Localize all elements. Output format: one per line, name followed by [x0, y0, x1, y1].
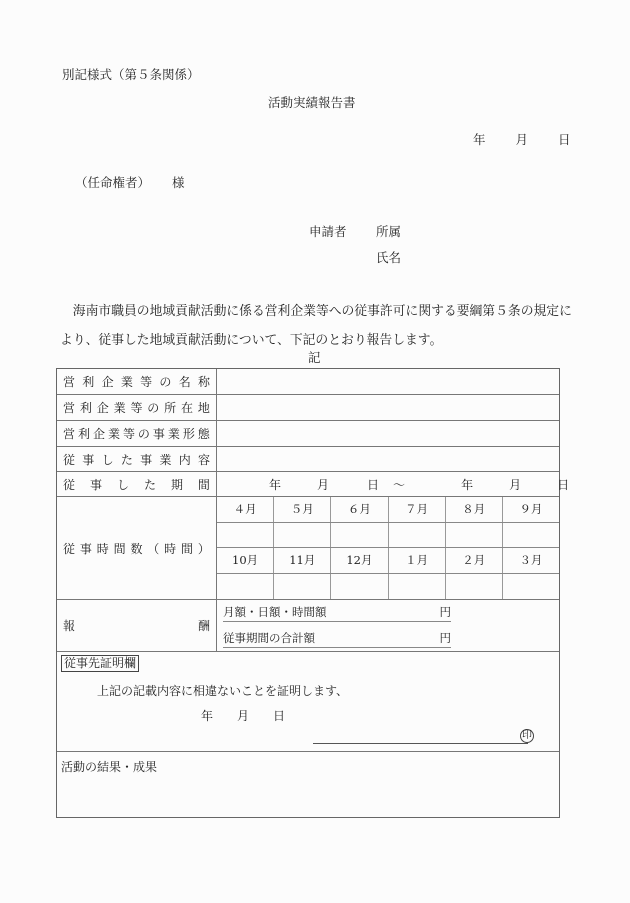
label-char: 事 [140, 452, 153, 467]
reward-total-field[interactable] [223, 630, 451, 648]
certification-section [57, 652, 559, 751]
certification-badge: 従事先証明欄 [61, 655, 139, 672]
label-char: 時 [96, 541, 109, 556]
label-char: の [147, 401, 160, 415]
cert-date-year: 年 [201, 709, 214, 723]
label-char: 間 [113, 541, 126, 556]
month-header: ４月 [217, 497, 274, 522]
period-row [57, 472, 570, 497]
label-char: 称 [197, 375, 210, 389]
hours-input-cell[interactable] [331, 523, 388, 548]
label-char: 容 [197, 452, 210, 467]
date-year: 年 [473, 132, 486, 147]
period-start-day: 日 [367, 477, 380, 492]
reward-rate-label: 月額・日額・時間額 [223, 605, 327, 619]
period-label [57, 472, 217, 496]
business-content-field[interactable] [217, 447, 559, 471]
label-char: 所 [164, 401, 177, 415]
label-char: 業 [113, 401, 126, 415]
reward-fields [217, 600, 559, 651]
label-char: 業 [159, 452, 172, 467]
label-char: 営 [63, 401, 76, 415]
label-char: 事 [82, 452, 95, 467]
label-char: 数 [130, 541, 143, 556]
label-char: 等 [140, 375, 153, 389]
month-header: ８月 [446, 497, 503, 522]
label-char: 形 [182, 427, 195, 441]
label-char: 利 [79, 401, 92, 415]
certification-date[interactable] [201, 707, 285, 724]
business-type-row [57, 421, 559, 447]
label-char: 利 [82, 375, 95, 389]
document-title: 活動実績報告書 [268, 95, 356, 110]
hours-input-cell[interactable] [217, 574, 274, 599]
hours-first-half [217, 523, 559, 549]
hours-label [57, 497, 217, 599]
results-label: 活動の結果・成果 [61, 760, 158, 774]
company-address-label [57, 395, 217, 420]
period-start-year: 年 [269, 477, 282, 492]
month-header: 12月 [331, 548, 388, 573]
hours-input-cell[interactable] [274, 574, 331, 599]
cert-date-day: 日 [273, 709, 286, 723]
hours-input-cell[interactable] [331, 574, 388, 599]
addressee-authority: （任命権者） [75, 175, 151, 190]
label-char: 業 [167, 427, 180, 441]
period-field[interactable] [217, 472, 570, 496]
hours-input-cell[interactable] [503, 574, 559, 599]
reward-label [57, 600, 217, 651]
label-char: 期 [170, 477, 183, 492]
month-header: ３月 [519, 553, 543, 568]
honorific: 様 [172, 175, 185, 190]
date-day: 日 [558, 132, 571, 147]
label-char: （ [147, 541, 160, 556]
reward-total-unit: 円 [439, 631, 451, 645]
company-name-field[interactable] [217, 369, 559, 394]
label-char: 事 [152, 427, 165, 441]
period-tilde: ～ [393, 477, 406, 492]
applicant-label: 申請者 [309, 224, 347, 239]
label-char: 営 [63, 427, 76, 441]
reward-rate-field[interactable] [223, 604, 451, 622]
business-content-row [57, 447, 559, 472]
cert-date-month: 月 [237, 709, 250, 723]
certification-statement: 上記の記載内容に相違ないことを証明します、 [97, 684, 349, 698]
label-char: し [101, 452, 114, 467]
hours-input-cell[interactable] [503, 523, 559, 548]
hours-second-half [217, 574, 559, 599]
month-header: １月 [389, 548, 446, 573]
name-field[interactable]: 氏名 [376, 250, 402, 265]
month-header: ７月 [389, 497, 446, 522]
date-month: 月 [515, 132, 529, 147]
report-date[interactable] [473, 130, 571, 148]
label-char: 従 [63, 452, 76, 467]
label-char: の [137, 427, 150, 441]
label-char: の [159, 375, 172, 389]
hours-input-cell[interactable] [217, 523, 274, 548]
month-header: ２月 [446, 548, 503, 573]
label-char: 態 [197, 427, 210, 441]
label-char: 事 [79, 541, 92, 556]
label-char: 事 [89, 477, 102, 492]
certification-row [57, 652, 559, 752]
label-char: 営 [63, 375, 76, 389]
company-name-row [57, 369, 559, 395]
body-text: 海南市職員の地域貢献活動に係る営利企業等への従事許可に関する要綱第５条の規定により、従事した地域貢献活動について、下記のとおり報告します。 [60, 304, 572, 348]
label-char: 地 [197, 401, 210, 415]
company-address-field[interactable] [217, 395, 559, 420]
month-header: ６月 [331, 497, 388, 522]
label-char: 従 [63, 541, 76, 556]
label-char: 名 [178, 375, 191, 389]
company-name-label [57, 369, 217, 394]
label-char: 企 [101, 375, 114, 389]
period-start-month: 月 [317, 477, 330, 492]
label-char: 報 [63, 619, 76, 633]
label-char: 間 [181, 541, 194, 556]
label-char: 時 [164, 541, 177, 556]
results-section[interactable] [57, 752, 559, 817]
label-char: 利 [77, 427, 90, 441]
business-type-field[interactable] [217, 421, 559, 446]
months-first-half [217, 497, 559, 523]
hours-grid [217, 497, 559, 599]
seal-icon: 印 [522, 730, 532, 741]
label-char: 企 [92, 427, 105, 441]
label-char: 業 [120, 375, 133, 389]
reward-rate-unit: 円 [439, 605, 451, 619]
ki-heading: 記 [308, 350, 321, 365]
label-char: 内 [178, 452, 191, 467]
label-char: 従 [63, 477, 76, 492]
company-address-row [57, 395, 559, 421]
hours-input-cell[interactable] [446, 574, 503, 599]
hours-input-cell[interactable] [446, 523, 503, 548]
label-char: 企 [96, 401, 109, 415]
period-end-year: 年 [461, 477, 474, 492]
label-char: 等 [122, 427, 135, 441]
reward-total-label: 従事期間の合計額 [223, 631, 315, 645]
label-char: ） [197, 541, 210, 556]
month-header: 10月 [217, 548, 274, 573]
hours-input-cell[interactable] [274, 523, 331, 548]
report-table [56, 368, 570, 818]
hours-row [57, 497, 559, 600]
hours-input-cell[interactable] [389, 574, 446, 599]
label-char: 酬 [197, 619, 210, 633]
business-type-label [57, 421, 217, 446]
label-char: 間 [197, 477, 210, 492]
signature-line[interactable] [313, 743, 528, 744]
label-char: し [116, 477, 129, 492]
affiliation-field[interactable]: 所属 [376, 224, 402, 239]
period-end-day: 日 [557, 477, 570, 492]
reward-row [57, 600, 559, 652]
label-char: た [143, 477, 156, 492]
form-identifier: 別記様式（第５条関係） [62, 67, 200, 82]
hours-input-cell[interactable] [389, 523, 446, 548]
addressee [75, 173, 185, 191]
months-second-half [217, 548, 559, 574]
label-char: た [120, 452, 133, 467]
month-header: ９月 [519, 502, 543, 517]
month-header: 11月 [274, 548, 331, 573]
month-header: ５月 [274, 497, 331, 522]
label-char: 業 [107, 427, 120, 441]
period-end-month: 月 [509, 477, 522, 492]
results-row [57, 752, 559, 817]
label-char: 等 [130, 401, 143, 415]
business-content-label [57, 447, 217, 471]
label-char: 在 [181, 401, 194, 415]
